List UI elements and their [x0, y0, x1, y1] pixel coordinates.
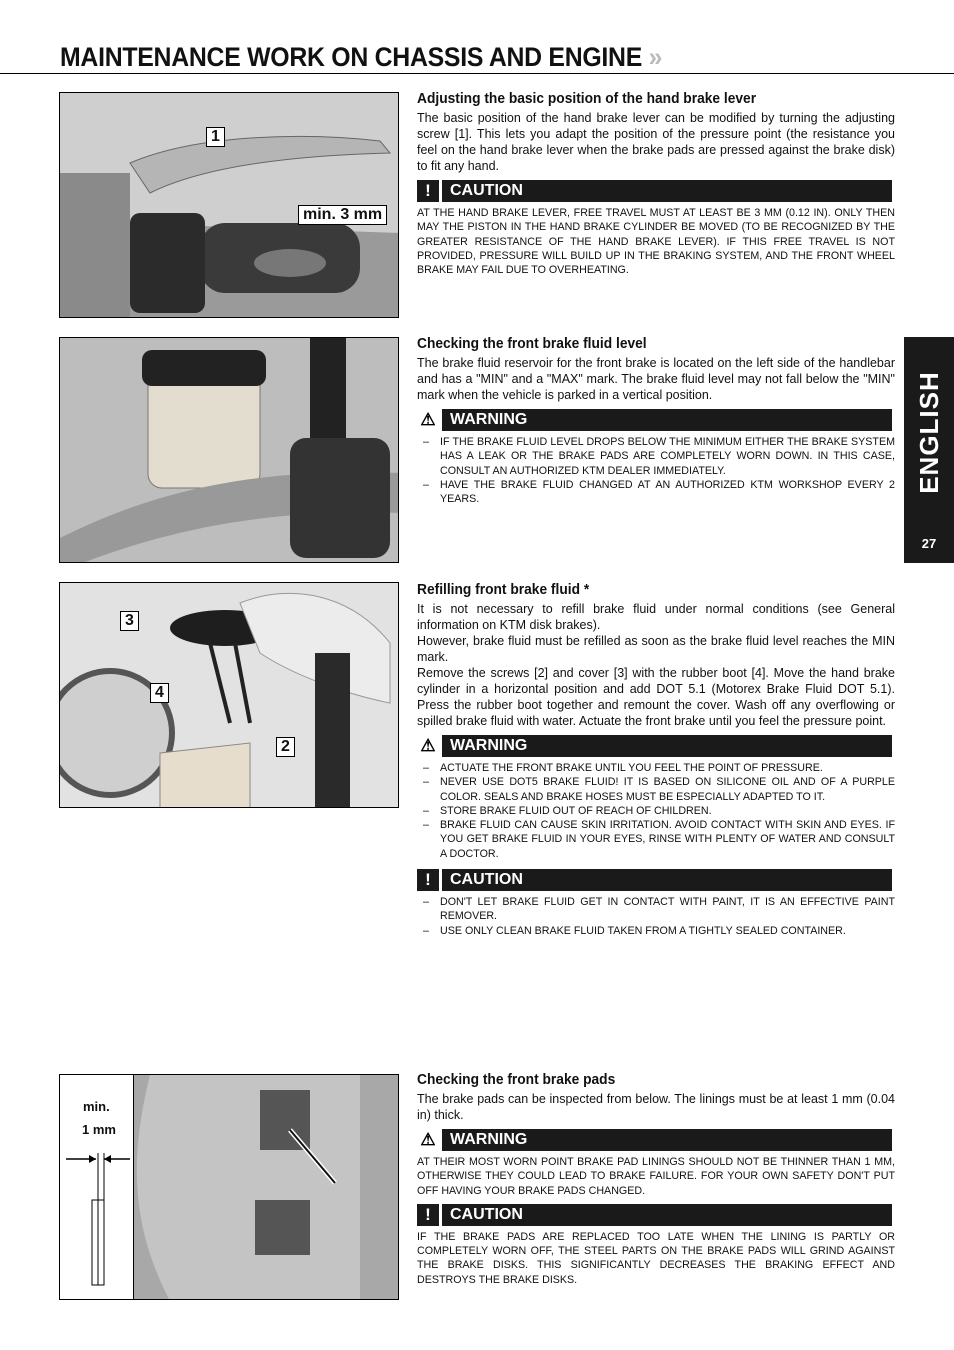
- chevron-icon: »: [648, 42, 663, 72]
- gauge-label-mm: 1 mm: [82, 1122, 116, 1137]
- warning-text: AT THEIR MOST WORN POINT BRAKE PAD LININGS SHOULD NOT BE THINNER THAN 1 MM, OTHERWISE THEY COULD LEAD TO BRAKE FAILURE. FOR YOUR OWN SAFETY DON'T PUT OFF HAVING YOUR BRAKE PADS CHANGED.: [417, 1156, 895, 1197]
- caution-text: AT THE HAND BRAKE LEVER, FREE TRAVEL MUST AT LEAST BE 3 MM (0.12 IN). ONLY THEN MAY THE PISTON IN THE HAND BRAKE CYLINDER BE MOVED (TO BE RECOGNIZED BY THE GREATER RESISTANCE OF THE HAND BRAKE LEVER). IF THIS FREE TRAVEL IS NOT PROVIDED, PRESSURE WILL BUILD UP IN THE BRAKING SYSTEM, AND THE FRONT WHEEL BRAKE MAY FAIL DUE TO OVERHEATING.: [417, 207, 895, 277]
- refilling-brake-fluid-photo: [59, 582, 399, 808]
- section-hand-brake-lever: [417, 91, 895, 277]
- section-paragraph: It is not necessary to refill brake fluid under normal conditions (see General information on KTM disk brakes).: [417, 602, 895, 632]
- exclamation-icon: !: [417, 869, 442, 891]
- section-paragraph: However, brake fluid must be refilled as soon as the brake fluid level reaches the MIN mark.: [417, 634, 895, 664]
- section-refilling-brake-fluid: [417, 582, 895, 938]
- caution-bar: ! CAUTION: [417, 1204, 892, 1226]
- caution-bar: ! CAUTION: [417, 180, 892, 202]
- warning-item: – ACTUATE THE FRONT BRAKE UNTIL YOU FEEL THE POINT OF PRESSURE.: [423, 762, 823, 774]
- caution-bar: ! CAUTION: [417, 869, 892, 891]
- warning-item: – BRAKE FLUID CAN CAUSE SKIN IRRITATION. AVOID CONTACT WITH SKIN AND EYES. IF YOU GET BRAKE FLUID IN YOUR EYES, RINSE WITH PLENTY OF WATER AND CONSULT A DOCTOR.: [423, 819, 895, 860]
- section-heading: Adjusting the basic position of the hand brake lever: [417, 91, 757, 107]
- brake-lever-photo: [59, 92, 399, 318]
- language-tab: [904, 337, 954, 563]
- section-brake-pads: [417, 1072, 895, 1287]
- exclamation-icon: !: [417, 180, 442, 202]
- warning-triangle-icon: ⚠: [417, 735, 442, 757]
- page-number: 27: [921, 536, 937, 551]
- callout-4: 4: [150, 683, 169, 703]
- callout-min-3mm: min. 3 mm: [298, 205, 387, 225]
- brake-fluid-reservoir-photo: [59, 337, 399, 563]
- section-paragraph: The brake fluid reservoir for the front brake is located on the left side of the handlebar and has a "MIN" and a "MAX" mark. The brake fluid level may not fall below the "MIN" mark when the vehicle is parked in a vertical position.: [417, 356, 895, 402]
- section-paragraph: The brake pads can be inspected from below. The linings must be at least 1 mm (0.04 in) thick.: [417, 1092, 895, 1122]
- section-heading: Checking the front brake fluid level: [417, 336, 647, 352]
- callout-2: 2: [276, 737, 295, 757]
- callout-3: 3: [120, 611, 139, 631]
- caution-text: IF THE BRAKE PADS ARE REPLACED TOO LATE WHEN THE LINING IS PARTLY OR COMPLETELY WORN OFF, THE STEEL PARTS ON THE BRAKE PADS WILL GRIND AGAINST THE BRAKE DISKS. THIS SIGNIFICANTLY DECREASES THE BRAKING EFFECT AND DESTROYS THE BRAKE DISKS.: [417, 1230, 895, 1286]
- section-heading: Refilling front brake fluid *: [417, 582, 590, 598]
- page-title: MAINTENANCE WORK ON CHASSIS AND ENGINE »: [60, 42, 663, 72]
- caution-item: – USE ONLY CLEAN BRAKE FLUID TAKEN FROM A TIGHTLY SEALED CONTAINER.: [423, 924, 846, 937]
- warning-item: – HAVE THE BRAKE FLUID CHANGED AT AN AUTHORIZED KTM WORKSHOP EVERY 2 YEARS.: [423, 478, 895, 506]
- caution-item: – DON'T LET BRAKE FLUID GET IN CONTACT WITH PAINT, IT IS AN EFFECTIVE PAINT REMOVER.: [423, 896, 895, 923]
- warning-bar: ⚠ WARNING: [417, 409, 892, 431]
- warning-item: – STORE BRAKE FLUID OUT OF REACH OF CHILDREN.: [423, 804, 712, 817]
- warning-bar: ⚠ WARNING: [417, 735, 892, 757]
- section-brake-fluid-level: [417, 336, 895, 506]
- title-divider: [0, 73, 954, 74]
- lining-thickness-gauge: [59, 1074, 134, 1300]
- section-paragraph: The basic position of the hand brake lever can be modified by turning the adjusting screw [1]. This lets you adapt the position of the pressure point (the resistance you feel on the hand brake lever when the brake pads are pressed against the brake disk) to fit any hand.: [417, 111, 895, 173]
- warning-bar: ⚠ WARNING: [417, 1129, 892, 1151]
- warning-triangle-icon: ⚠: [417, 1129, 442, 1151]
- exclamation-icon: !: [417, 1204, 442, 1226]
- warning-item: – NEVER USE DOT5 BRAKE FLUID! IT IS BASED ON SILICONE OIL AND OF A PURPLE COLOR. SEALS AND BRAKE HOSES MUST BE ESPECIALLY ADAPTED TO IT.: [423, 776, 895, 803]
- gauge-label-min: min.: [83, 1099, 110, 1114]
- warning-item: – IF THE BRAKE FLUID LEVEL DROPS BELOW THE MINIMUM EITHER THE BRAKE SYSTEM HAS A LEAK OR THE BRAKE PADS ARE COMPLETELY WORN DOWN. IN THIS CASE, CONSULT AN AUTHORIZED KTM DEALER IMMEDIATELY.: [423, 436, 895, 477]
- section-paragraph: Remove the screws [2] and cover [3] with the rubber boot [4]. Move the hand brake cylinder in a horizontal position and add DOT 5.1 (Motorex Brake Fluid DOT 5.1). Press the rubber boot together and remount the cover. Wash off any overflowing or spilled brake fluid with water. Actuate the front brake until you feel the pressure point.: [417, 666, 895, 728]
- language-label: ENGLISH: [913, 370, 944, 494]
- section-heading: Checking the front brake pads: [417, 1072, 616, 1088]
- callout-1: 1: [206, 127, 225, 147]
- warning-triangle-icon: ⚠: [417, 409, 442, 431]
